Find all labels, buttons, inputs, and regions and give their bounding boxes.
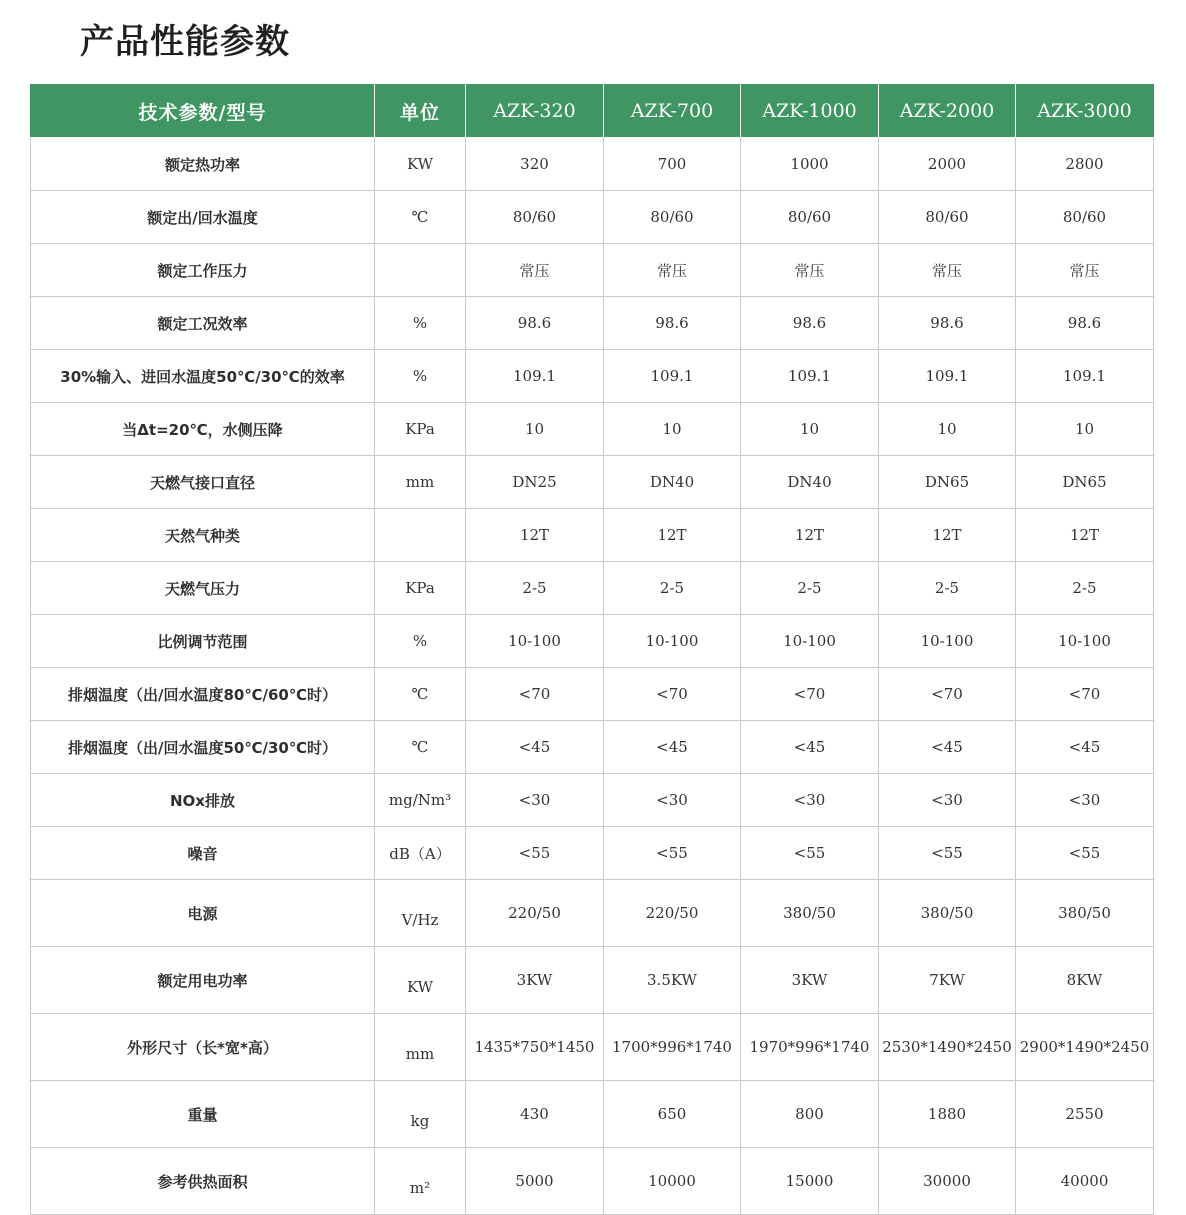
table-row [31, 456, 1154, 509]
param-cell: 电源 [31, 880, 375, 947]
param-cell: NOx排放 [31, 774, 375, 827]
table-row [31, 774, 1154, 827]
unit-cell [375, 509, 466, 562]
value-cell: <30 [604, 774, 741, 827]
unit-cell: mg/Nm³ [375, 774, 466, 827]
value-cell: 30000 [879, 1148, 1016, 1215]
param-cell: 重量 [31, 1081, 375, 1148]
value-cell: 2530*1490*2450 [879, 1014, 1016, 1081]
value-cell: <55 [604, 827, 741, 880]
value-cell: 98.6 [1016, 297, 1154, 350]
value-cell: 2-5 [741, 562, 879, 615]
table-row [31, 1148, 1154, 1215]
value-cell: 2-5 [879, 562, 1016, 615]
value-cell: 1970*996*1740 [741, 1014, 879, 1081]
value-cell: 常压 [741, 244, 879, 297]
value-cell: <30 [1016, 774, 1154, 827]
value-cell: 430 [466, 1081, 604, 1148]
value-cell: <30 [466, 774, 604, 827]
value-cell: DN40 [741, 456, 879, 509]
value-cell: DN40 [604, 456, 741, 509]
param-cell: 天然气种类 [31, 509, 375, 562]
value-cell: 10000 [604, 1148, 741, 1215]
value-cell: 80/60 [879, 191, 1016, 244]
param-cell: 外形尺寸（长*宽*高） [31, 1014, 375, 1081]
header-unit: 单位 [375, 85, 466, 138]
table-row [31, 138, 1154, 191]
unit-cell: KW [375, 138, 466, 191]
unit-cell: ℃ [375, 191, 466, 244]
table-row [31, 562, 1154, 615]
value-cell: 109.1 [604, 350, 741, 403]
value-cell: 220/50 [466, 880, 604, 947]
param-cell: 30%输入、进回水温度50℃/30℃的效率 [31, 350, 375, 403]
unit-cell: ℃ [375, 721, 466, 774]
header-model: AZK-700 [604, 85, 741, 138]
value-cell: 3KW [741, 947, 879, 1014]
param-cell: 当Δt=20℃，水侧压降 [31, 403, 375, 456]
value-cell: 80/60 [604, 191, 741, 244]
value-cell: 380/50 [879, 880, 1016, 947]
value-cell: <45 [741, 721, 879, 774]
param-cell: 排烟温度（出/回水温度50℃/30℃时） [31, 721, 375, 774]
value-cell: 1880 [879, 1081, 1016, 1148]
value-cell: 380/50 [741, 880, 879, 947]
value-cell: 2-5 [604, 562, 741, 615]
value-cell: 10-100 [466, 615, 604, 668]
unit-cell: ℃ [375, 668, 466, 721]
value-cell: <70 [1016, 668, 1154, 721]
value-cell: 109.1 [879, 350, 1016, 403]
unit-cell: KW [375, 947, 466, 1014]
unit-cell: m² [375, 1148, 466, 1215]
header-model: AZK-320 [466, 85, 604, 138]
header-model: AZK-2000 [879, 85, 1016, 138]
value-cell: 10 [466, 403, 604, 456]
value-cell: 1435*750*1450 [466, 1014, 604, 1081]
value-cell: 2550 [1016, 1081, 1154, 1148]
value-cell: 10-100 [879, 615, 1016, 668]
value-cell: <45 [879, 721, 1016, 774]
value-cell: 700 [604, 138, 741, 191]
unit-cell: mm [375, 456, 466, 509]
value-cell: 2-5 [466, 562, 604, 615]
spec-table [30, 84, 1154, 1215]
value-cell: 3.5KW [604, 947, 741, 1014]
value-cell: 5000 [466, 1148, 604, 1215]
param-cell: 额定工况效率 [31, 297, 375, 350]
value-cell: <55 [1016, 827, 1154, 880]
table-row [31, 827, 1154, 880]
param-cell: 噪音 [31, 827, 375, 880]
value-cell: <55 [741, 827, 879, 880]
param-cell: 排烟温度（出/回水温度80℃/60℃时） [31, 668, 375, 721]
value-cell: 80/60 [1016, 191, 1154, 244]
table-row [31, 880, 1154, 947]
value-cell: 109.1 [466, 350, 604, 403]
value-cell: 常压 [879, 244, 1016, 297]
table-row [31, 297, 1154, 350]
unit-cell: % [375, 297, 466, 350]
header-param: 技术参数/型号 [31, 85, 375, 138]
unit-cell: dB（A） [375, 827, 466, 880]
value-cell: 98.6 [741, 297, 879, 350]
value-cell: 常压 [1016, 244, 1154, 297]
value-cell: <70 [466, 668, 604, 721]
param-cell: 额定用电功率 [31, 947, 375, 1014]
value-cell: 10 [604, 403, 741, 456]
table-row [31, 668, 1154, 721]
value-cell: 10-100 [604, 615, 741, 668]
value-cell: 109.1 [741, 350, 879, 403]
table-row [31, 403, 1154, 456]
header-row [31, 85, 1154, 138]
value-cell: 10 [879, 403, 1016, 456]
value-cell: 10-100 [741, 615, 879, 668]
value-cell: 2-5 [1016, 562, 1154, 615]
value-cell: <55 [879, 827, 1016, 880]
value-cell: 15000 [741, 1148, 879, 1215]
value-cell: <70 [604, 668, 741, 721]
table-row [31, 509, 1154, 562]
param-cell: 额定工作压力 [31, 244, 375, 297]
value-cell: 98.6 [879, 297, 1016, 350]
value-cell: 常压 [604, 244, 741, 297]
param-cell: 额定热功率 [31, 138, 375, 191]
value-cell: 10-100 [1016, 615, 1154, 668]
value-cell: DN65 [1016, 456, 1154, 509]
value-cell: 1700*996*1740 [604, 1014, 741, 1081]
unit-cell: KPa [375, 403, 466, 456]
value-cell: <70 [741, 668, 879, 721]
value-cell: 40000 [1016, 1148, 1154, 1215]
value-cell: <55 [466, 827, 604, 880]
unit-cell: kg [375, 1081, 466, 1148]
param-cell: 天燃气接口直径 [31, 456, 375, 509]
param-cell: 额定出/回水温度 [31, 191, 375, 244]
value-cell: 2000 [879, 138, 1016, 191]
value-cell: DN25 [466, 456, 604, 509]
value-cell: <45 [604, 721, 741, 774]
value-cell: 80/60 [466, 191, 604, 244]
value-cell: DN65 [879, 456, 1016, 509]
value-cell: 10 [1016, 403, 1154, 456]
unit-cell [375, 244, 466, 297]
value-cell: 800 [741, 1081, 879, 1148]
table-row [31, 947, 1154, 1014]
value-cell: 10 [741, 403, 879, 456]
value-cell: 7KW [879, 947, 1016, 1014]
unit-cell: mm [375, 1014, 466, 1081]
value-cell: 12T [741, 509, 879, 562]
table-row [31, 721, 1154, 774]
value-cell: 3KW [466, 947, 604, 1014]
value-cell: 650 [604, 1081, 741, 1148]
table-row [31, 350, 1154, 403]
value-cell: 常压 [466, 244, 604, 297]
value-cell: 98.6 [604, 297, 741, 350]
value-cell: 220/50 [604, 880, 741, 947]
header-model: AZK-1000 [741, 85, 879, 138]
spec-table-body [31, 138, 1154, 1215]
value-cell: 109.1 [1016, 350, 1154, 403]
table-row [31, 1081, 1154, 1148]
value-cell: 12T [879, 509, 1016, 562]
unit-cell: % [375, 615, 466, 668]
value-cell: <30 [741, 774, 879, 827]
unit-cell: % [375, 350, 466, 403]
param-cell: 参考供热面积 [31, 1148, 375, 1215]
table-row [31, 244, 1154, 297]
value-cell: <45 [466, 721, 604, 774]
header-model: AZK-3000 [1016, 85, 1154, 138]
value-cell: 2900*1490*2450 [1016, 1014, 1154, 1081]
value-cell: <30 [879, 774, 1016, 827]
param-cell: 天燃气压力 [31, 562, 375, 615]
value-cell: 12T [604, 509, 741, 562]
value-cell: 98.6 [466, 297, 604, 350]
table-row [31, 1014, 1154, 1081]
value-cell: 380/50 [1016, 880, 1154, 947]
table-row [31, 191, 1154, 244]
table-row [31, 615, 1154, 668]
value-cell: <45 [1016, 721, 1154, 774]
value-cell: 12T [1016, 509, 1154, 562]
unit-cell: KPa [375, 562, 466, 615]
value-cell: 2800 [1016, 138, 1154, 191]
value-cell: 320 [466, 138, 604, 191]
value-cell: 12T [466, 509, 604, 562]
value-cell: 1000 [741, 138, 879, 191]
value-cell: <70 [879, 668, 1016, 721]
value-cell: 8KW [1016, 947, 1154, 1014]
param-cell: 比例调节范围 [31, 615, 375, 668]
unit-cell: V/Hz [375, 880, 466, 947]
page-title: 产品性能参数 [80, 22, 290, 62]
value-cell: 80/60 [741, 191, 879, 244]
